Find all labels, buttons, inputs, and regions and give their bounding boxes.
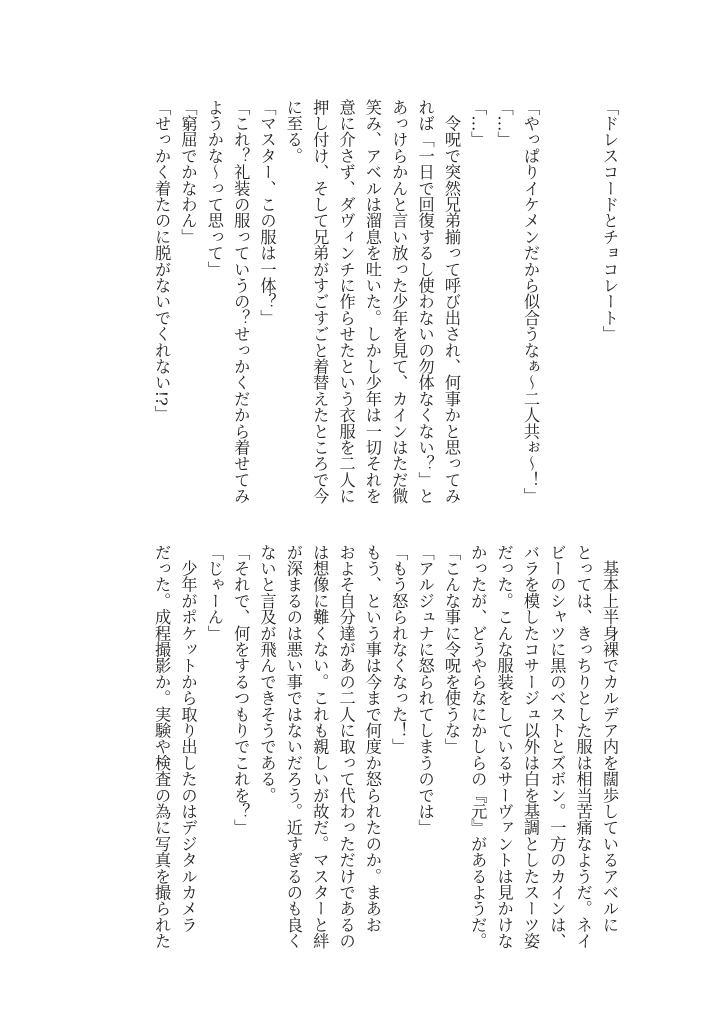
text-line: 「じゃーん」 xyxy=(204,544,224,642)
text-line: 「ドレスコードとチョコレート」 xyxy=(600,99,619,342)
text-line: 基本上半身裸でカルデア内を闊歩しているアベルに xyxy=(600,544,619,933)
text-line: およそ自分達があの二人に取って代わっただけであるの xyxy=(336,544,356,949)
text-line: は想像に難くない。これも親しいが故だ。マスターと絆 xyxy=(310,544,330,949)
text-line: 「それで、何をするつもりでこれを？」 xyxy=(231,544,251,836)
text-line: 「アルジュナに怒られてしまうのでは」 xyxy=(415,544,435,836)
text-line: に至る。 xyxy=(283,99,303,164)
text-line: ないと言及が飛んできそうである。 xyxy=(257,544,277,804)
text-line: 令呪で突然兄弟揃って呼び出され、何事かと思ってみ xyxy=(441,99,461,504)
text-block-bottom xyxy=(148,544,622,949)
text-line: 少年がポケットから取り出したのはデジタルカメラ xyxy=(178,544,198,933)
text-line: バラを模したコサージュ以外は白を基調としたスーツ姿 xyxy=(520,544,540,949)
text-line: 「これ？礼装の服っていうの？せっかくだから着せてみ xyxy=(231,99,251,504)
text-line: かったが、どうやらなにかしらの『元』があるようだ。 xyxy=(468,544,488,949)
text-line: 「やっぱりイケメンだから似合うなぁ～二人共ぉ～！」 xyxy=(520,99,540,504)
text-line: 「もう怒られなくなった！」 xyxy=(389,544,409,755)
text-line: 「こんな事に令呪を使うな」 xyxy=(441,544,461,755)
text-line: 「…」 xyxy=(494,99,514,148)
text-line: 笑み、アベルは溜息を吐いた。しかし少年は一切それを xyxy=(362,99,382,504)
text-line: 押し付け、そして兄弟がすごすごと着替えたところで今 xyxy=(310,99,330,504)
text-line: 「マスター、この服は一体？」 xyxy=(257,99,277,326)
text-line: 「せっかく着たのに脱がないでくれない!?」 xyxy=(152,99,172,422)
text-line: ようかな～って思って」 xyxy=(204,99,224,278)
text-line: あっけらかんと言い放った少年を見て、カインはただ微 xyxy=(389,99,409,504)
text-line: 「…」 xyxy=(468,99,488,148)
text-block-top xyxy=(148,99,622,504)
text-line: ビーのシャツに黒のベストとズボン。一方のカインは、 xyxy=(547,544,567,949)
text-line: もう、という事は今まで何度か怒られたのか。まあお xyxy=(362,544,382,933)
text-line: れば「一日で回復するし使わないの勿体なくない？」と xyxy=(415,99,435,504)
blank-line xyxy=(569,99,595,494)
text-line: 「窮屈でかなわん」 xyxy=(178,99,198,245)
text-line: だった。成程撮影か。実験や検査の為に写真を撮られた xyxy=(152,544,172,949)
text-line: が深まるのは悪い事ではないだろう。近すぎるのも良く xyxy=(283,544,303,949)
blank-line xyxy=(543,99,569,494)
text-line: 意に介さず、ダヴィンチに作らせたという衣服を二人に xyxy=(336,99,356,504)
text-line: とっては、きっちりとした服は相当苦痛なようだ。ネイ xyxy=(573,544,593,949)
text-line: だった。こんな服装をしているサーヴァントは見かけな xyxy=(494,544,514,949)
